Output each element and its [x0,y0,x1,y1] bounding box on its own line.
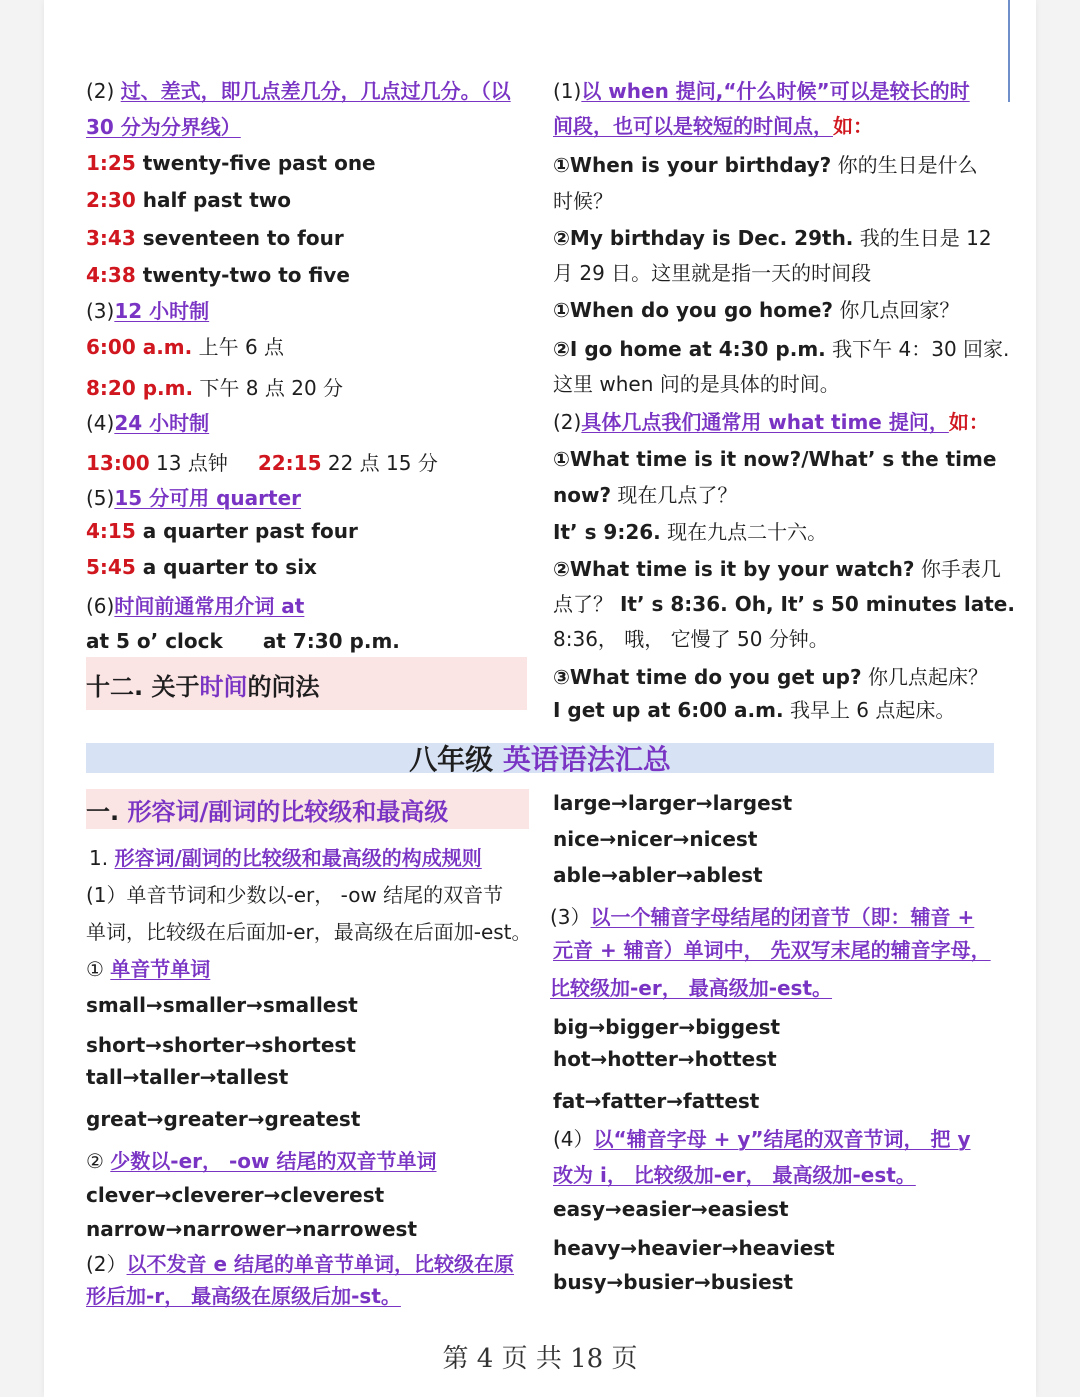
time-example-3: 3:43 seventeen to four [86,226,344,250]
word-heavy: heavy→heavier→heaviest [553,1236,835,1260]
item-2-line-1: (2) 过、差式，即几点差几分，几点过几分。（以 [86,79,511,103]
example-2: ②My birthday is Dec. 29th. 我的生日是 12 [553,226,992,250]
word-able: able→abler→ablest [553,863,763,887]
example-7: ②What time is it by your watch? 你手表几 [553,557,1001,581]
example-8: ③What time do you get up? 你几点起床？ [553,665,988,689]
example-7-cont-2: 8:36， 哦， 它慢了 50 分钟。 [553,627,829,651]
word-fat: fat→fatter→fattest [553,1089,760,1113]
rule-3-line-1: (3）以一个辅音字母结尾的闭音节（即：辅音 + [550,905,975,929]
page-number: 第 4 页 共 18 页 [442,1344,638,1374]
section-12-heading: 十二. 关于时间的问法 [86,673,320,701]
sub-2-heading: ② 少数以-er， -ow 结尾的双音节单词 [86,1149,437,1173]
word-great: great→greater→greatest [86,1107,361,1131]
example-7-cont: 点了？ It’ s 8:36. Oh, It’ s 50 minutes late. [553,592,1015,616]
example-4-cont: 这里 when 问的是具体的时间。 [553,372,840,396]
section-1-heading: 一. 形容词/副词的比较级和最高级 [86,798,449,826]
rule-3-line-2: 元音 + 辅音）单词中， 先双写末尾的辅音字母， [553,938,991,962]
example-3: ①When do you go home? 你几点回家？ [553,298,960,322]
word-hot: hot→hotter→hottest [553,1047,777,1071]
word-easy: easy→easier→easiest [553,1197,789,1221]
question-1-line-1: (1)以 when 提问,“什么时候”可以是较长的时 [553,79,970,103]
time-example-8: 4:15 a quarter past four [86,519,358,543]
question-2: (2)具体几点我们通常用 what time 提问，如： [553,410,989,434]
item-3: (3)12 小时制 [86,299,210,323]
time-example-2: 2:30 half past two [86,188,291,212]
item-4: (4)24 小时制 [86,411,210,435]
word-short: short→shorter→shortest [86,1033,356,1057]
rule-3-line-3: 比较级加-er， 最高级加-est。 [550,976,833,1000]
rule-2-line-1: (2）以不发音 e 结尾的单音节单词，比较级在原 [86,1252,515,1276]
rule-4-line-2: 改为 i， 比较级加-er， 最高级加-est。 [553,1163,916,1187]
item-5: (5)15 分可用 quarter [86,486,302,510]
example-6: It’ s 9:26. 现在九点二十六。 [553,520,828,544]
item-6: (6)时间前通常用介词 at [86,594,305,618]
word-busy: busy→busier→busiest [553,1270,794,1294]
word-tall: tall→taller→tallest [86,1065,289,1089]
word-small: small→smaller→smallest [86,993,358,1017]
word-clever: clever→cleverer→cleverest [86,1183,385,1207]
time-example-7: 13:00 13 点钟 22:15 22 点 15 分 [86,451,438,475]
example-4: ②I go home at 4:30 p.m. 我下午 4：30 回家. [553,337,1010,361]
word-large: large→larger→largest [553,791,793,815]
item-2-line-2: 30 分为分界线） [86,115,241,139]
example-5-cont: now? 现在几点了？ [553,483,738,507]
example-9: I get up at 6:00 a.m. 我早上 6 点起床。 [553,698,956,722]
grade-title: 八年级 英语语法汇总 [409,743,671,776]
time-example-6: 8:20 p.m. 下午 8 点 20 分 [86,376,344,400]
example-1-cont: 时候？ [553,189,613,213]
question-1-line-2: 间段，也可以是较短的时间点，如： [553,114,873,138]
rule-4-line-1: (4）以“辅音字母 + y”结尾的双音节词， 把 y [553,1127,971,1151]
rule-2-line-2: 形后加-r， 最高级在原级后加-st。 [86,1284,401,1308]
word-big: big→bigger→biggest [553,1015,781,1039]
rule-1-line-2: 单词，比较级在后面加-er，最高级在后面加-est。 [86,920,532,944]
example-2-cont: 月 29 日。这里就是指一天的时间段 [553,261,872,285]
rule-1-line-1: (1）单音节词和少数以-er， -ow 结尾的双音节 [86,883,504,907]
rule-1-heading: 1. 形容词/副词的比较级和最高级的构成规则 [89,846,482,870]
example-1: ①When is your birthday? 你的生日是什么 [553,153,978,177]
page-edge-line [1008,0,1010,102]
time-example-9: 5:45 a quarter to six [86,555,317,579]
sub-1-heading: ① 单音节单词 [86,957,211,981]
example-5: ①What time is it now?/What’ s the time [553,447,997,471]
time-example-4: 4:38 twenty-two to five [86,263,350,287]
time-example-10: at 5 o’ clock at 7:30 p.m. [86,629,400,653]
word-narrow: narrow→narrower→narrowest [86,1217,418,1241]
time-example-1: 1:25 twenty-five past one [86,151,376,175]
time-example-5: 6:00 a.m. 上午 6 点 [86,335,285,359]
word-nice: nice→nicer→nicest [553,827,758,851]
